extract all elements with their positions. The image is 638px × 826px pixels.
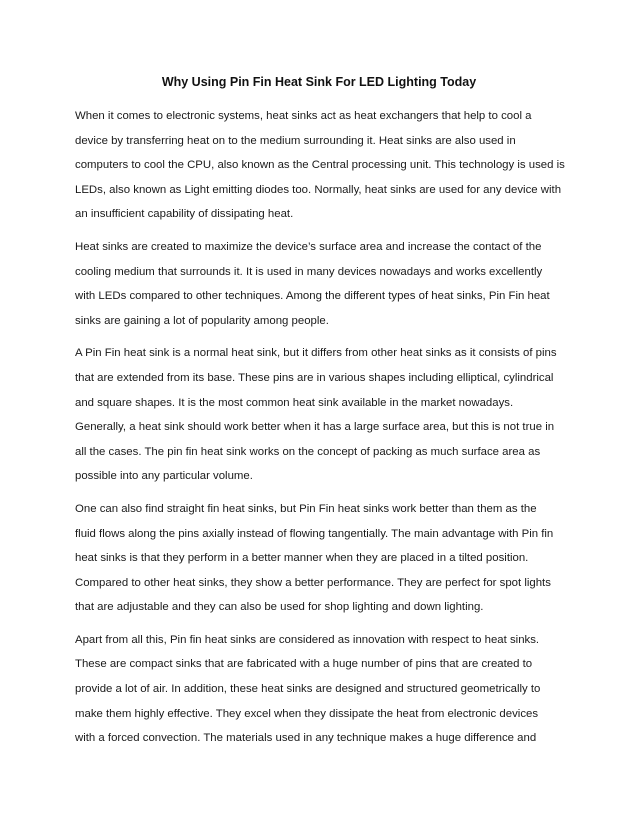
text-line: with a forced convection. The materials used in any technique makes a huge difference and — [75, 732, 537, 745]
text-line: Apart from all this, Pin fin heat sinks are considered as innovation with respect to heat sinks. — [75, 633, 540, 646]
text-line: with LEDs compared to other techniques. Among the different types of heat sinks, Pin Fin heat — [75, 290, 550, 303]
text-line: Heat sinks are created to maximize the device’s surface area and increase the contact of the — [75, 240, 542, 253]
text-line: device by transferring heat on to the medium surrounding it. Heat sinks are also used in — [75, 134, 516, 147]
paragraph-2 — [75, 235, 565, 333]
text-line: make them highly effective. They excel when they dissipate the heat from electronic devices — [75, 707, 539, 720]
text-line: an insufficient capability of dissipating heat. — [75, 208, 294, 221]
text-line: provide a lot of air. In addition, these heat sinks are designed and structured geometrically to — [75, 683, 541, 696]
text-line: possible into any particular volume. — [75, 470, 253, 483]
text-line: cooling medium that surrounds it. It is used in many devices nowadays and works excellently — [75, 265, 543, 278]
text-line: A Pin Fin heat sink is a normal heat sink, but it differs from other heat sinks as it consists of pins — [75, 347, 557, 360]
paragraph-5 — [75, 628, 565, 751]
text-line: that are extended from its base. These pins are in various shapes including elliptical, cylindrical — [75, 371, 554, 384]
text-line: heat sinks is that they perform in a better manner when they are placed in a tilted position. — [75, 552, 529, 565]
text-line: These are compact sinks that are fabricated with a huge number of pins that are created to — [75, 658, 533, 671]
text-line: One can also find straight fin heat sinks, but Pin Fin heat sinks work better than them as the — [75, 502, 537, 515]
text-line: computers to cool the CPU, also known as the Central processing unit. This technology is used is — [75, 159, 565, 172]
text-line: and square shapes. It is the most common heat sink available in the market nowadays. — [75, 396, 514, 409]
text-line: fluid flows along the pins axially instead of flowing tangentially. The main advantage with Pin fin — [75, 527, 554, 540]
text-line: all the cases. The pin fin heat sink works on the concept of packing as much surface area as — [75, 445, 541, 458]
text-line: Generally, a heat sink should work better when it has a large surface area, but this is not true in — [75, 421, 555, 434]
text-line: Compared to other heat sinks, they show a better performance. They are perfect for spot lights — [75, 576, 551, 589]
document-body — [75, 104, 565, 759]
text-line: When it comes to electronic systems, heat sinks act as heat exchangers that help to cool a — [75, 110, 532, 122]
text-line: that are adjustable and they can also be used for shop lighting and down lighting. — [75, 601, 484, 614]
text-line: sinks are gaining a lot of popularity among people. — [75, 314, 329, 327]
document-title: Why Using Pin Fin Heat Sink For LED Lighting Today — [161, 75, 477, 89]
text-line: LEDs, also known as Light emitting diodes too. Normally, heat sinks are used for any device with — [75, 183, 562, 196]
paragraph-3 — [75, 341, 565, 489]
paragraph-4 — [75, 497, 565, 620]
paragraph-1 — [75, 104, 565, 227]
